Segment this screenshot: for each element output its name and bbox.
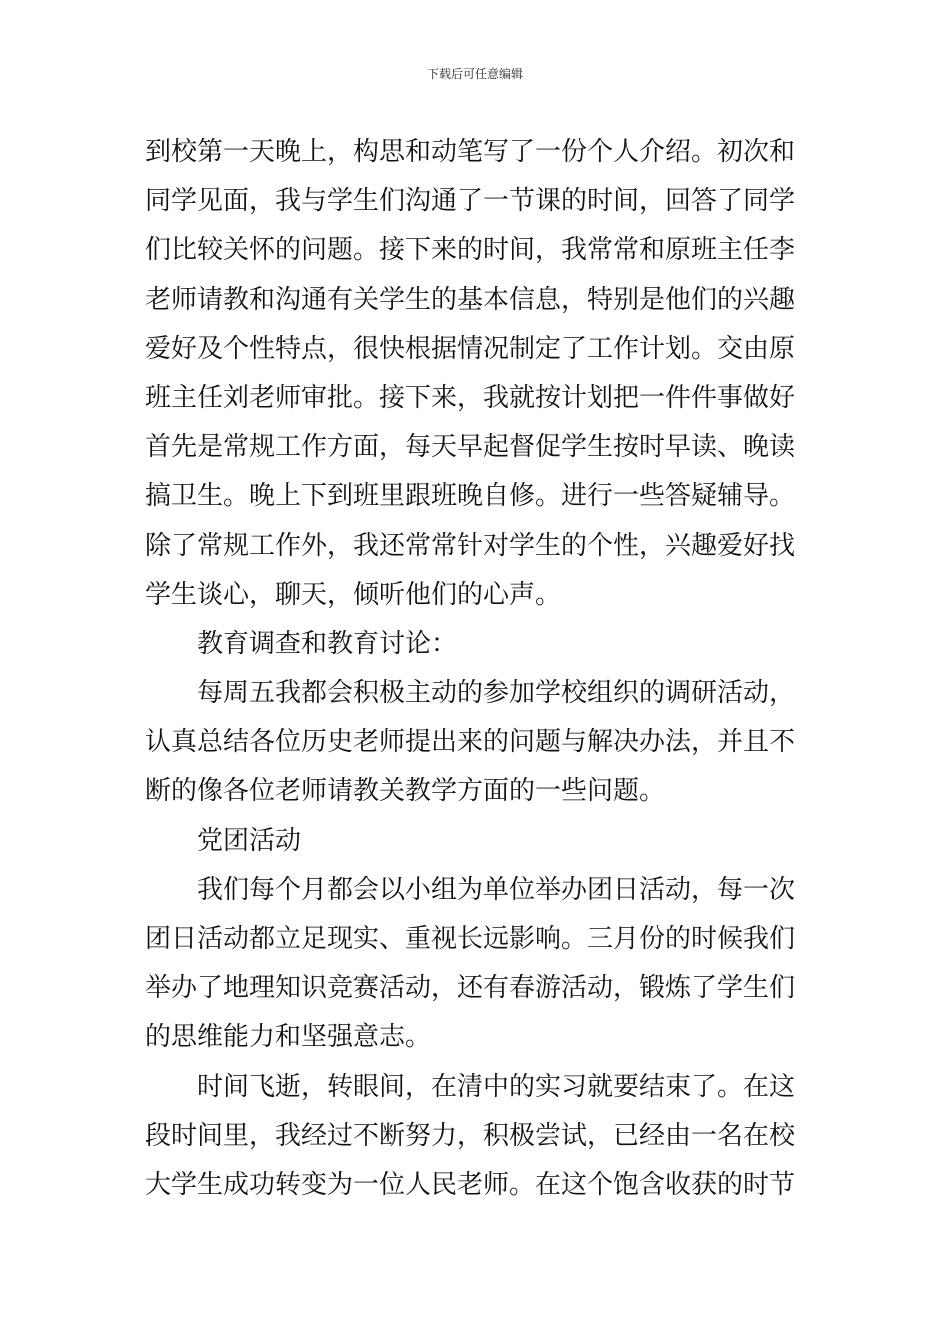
text-line: 举办了地理知识竞赛活动，还有春游活动，锻炼了学生们 bbox=[145, 973, 796, 1004]
text-line: 团日活动都立足现实、重视长远影响。三月份的时候我们 bbox=[145, 924, 796, 954]
text-line: 断的像各位老师请教关教学方面的一些问题。 bbox=[145, 776, 666, 807]
text-line: 除了常规工作外，我还常常针对学生的个性，兴趣爱好找 bbox=[145, 530, 796, 561]
text-line: 同学见面，我与学生们沟通了一节课的时间，回答了同学 bbox=[145, 186, 796, 217]
text-line: 段时间里，我经过不断努力，积极尝试，已经由一名在校 bbox=[145, 1120, 796, 1151]
text-line: 每周五我都会积极主动的参加学校组织的调研活动， bbox=[197, 678, 796, 709]
text-line: 教育调查和教育讨论： bbox=[197, 628, 458, 659]
text-line: 爱好及个性特点，很快根据情况制定了工作计划。交由原 bbox=[145, 333, 796, 364]
page-header: 下载后可任意编辑 bbox=[426, 67, 523, 81]
text-line: 们比较关怀的问题。接下来的时间，我常常和原班主任李 bbox=[145, 235, 796, 266]
text-line: 党团活动 bbox=[197, 825, 302, 856]
text-line: 的思维能力和坚强意志。 bbox=[145, 1022, 432, 1053]
text-line: 大学生成功转变为一位人民老师。在这个饱含收获的时节 bbox=[145, 1169, 796, 1200]
text-line: 老师请教和沟通有关学生的基本信息，特别是他们的兴趣 bbox=[145, 284, 796, 315]
text-line: 我们每个月都会以小组为单位举办团日活动，每一次 bbox=[197, 874, 796, 905]
document-body bbox=[145, 128, 809, 1210]
text-line: 搞卫生。晚上下到班里跟班晚自修。进行一些答疑辅导。 bbox=[145, 481, 796, 512]
text-line: 班主任刘老师审批。接下来，我就按计划把一件件事做好 bbox=[145, 382, 796, 413]
text-line: 首先是常规工作方面，每天早起督促学生按时早读、晚读 bbox=[145, 432, 796, 463]
text-line: 时间飞逝，转眼间，在清中的实习就要结束了。在这 bbox=[197, 1071, 796, 1102]
text-line: 到校第一天晚上，构思和动笔写了一份个人介绍。初次和 bbox=[145, 137, 796, 167]
text-line: 学生谈心，聊天，倾听他们的心声。 bbox=[145, 579, 562, 610]
text-line: 认真总结各位历史老师提出来的问题与解决办法，并且不 bbox=[145, 727, 796, 758]
